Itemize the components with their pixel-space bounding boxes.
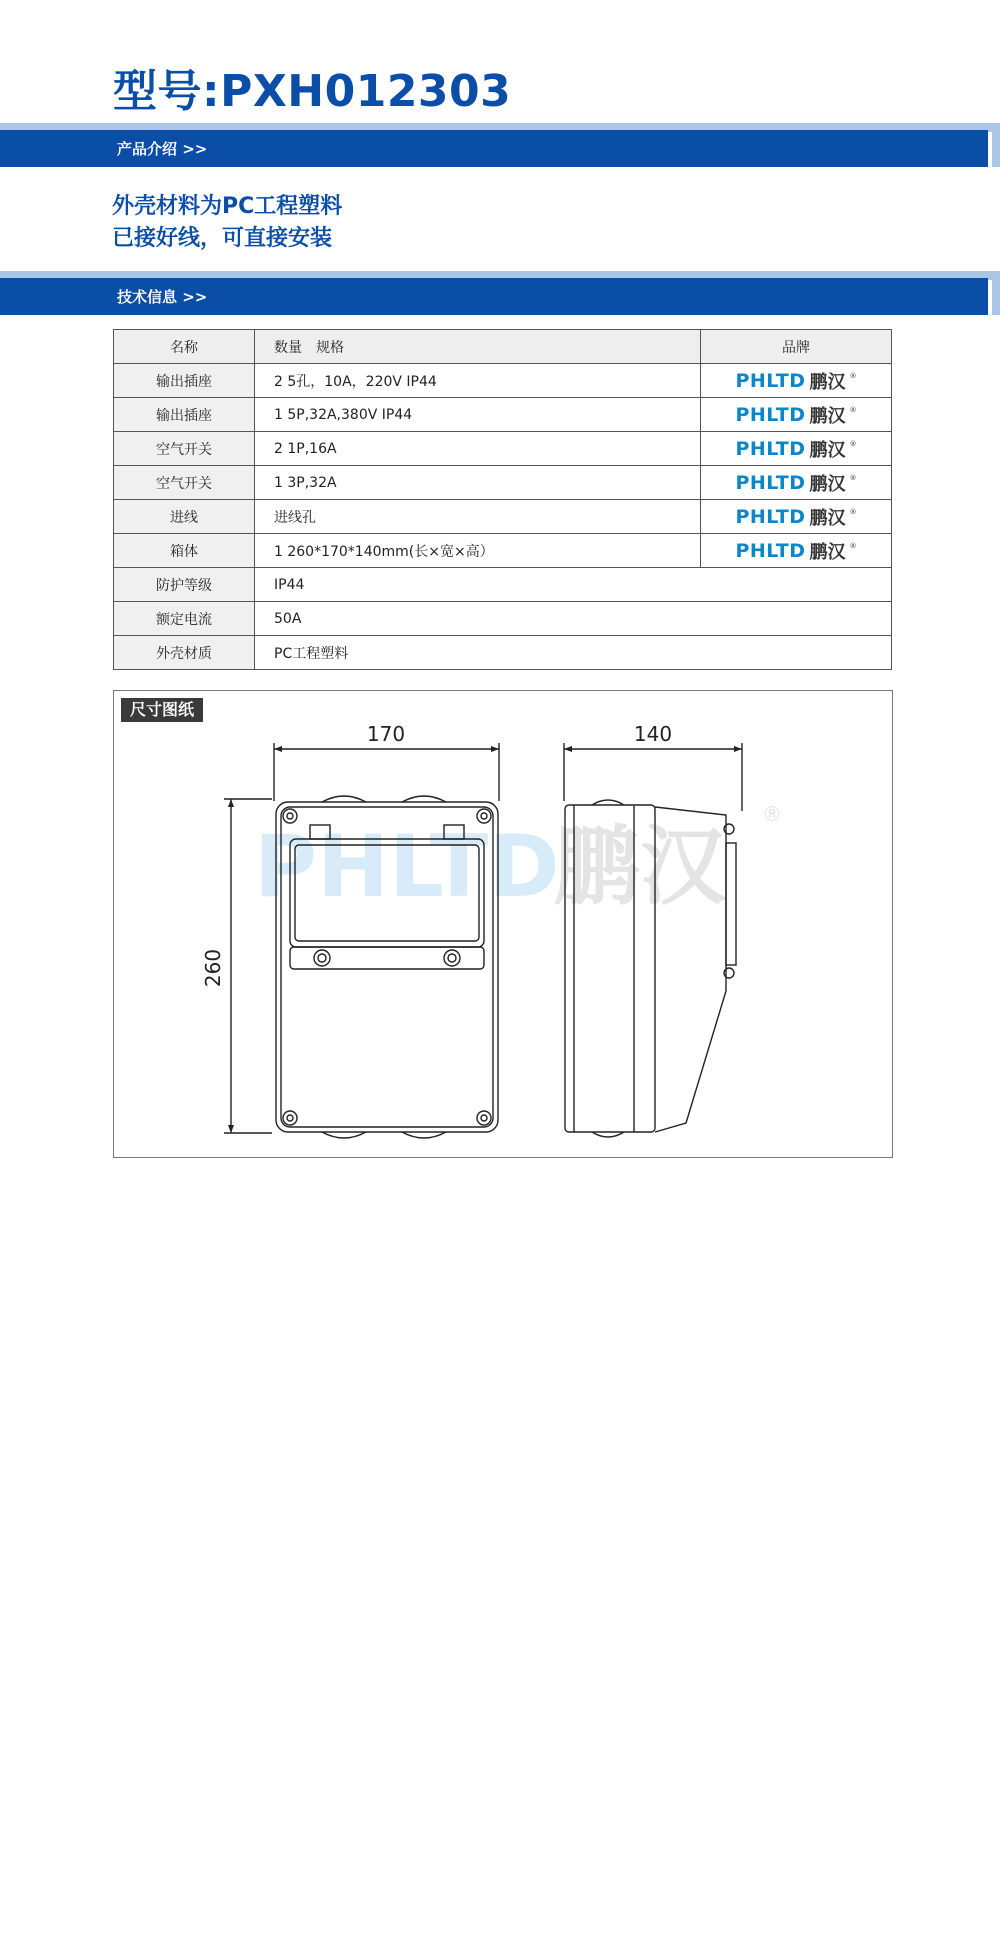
screw-icon bbox=[477, 1111, 491, 1125]
brand-logo-reg: ® bbox=[849, 405, 857, 414]
brand-logo-latin: PHLTD bbox=[735, 471, 806, 494]
brand-logo-latin: PHLTD bbox=[735, 403, 806, 426]
brand-logo-latin: PHLTD bbox=[735, 505, 806, 528]
drawing-tag: 尺寸图纸 bbox=[121, 698, 203, 722]
table-body bbox=[114, 364, 892, 670]
latch-knob-icon bbox=[314, 950, 330, 966]
arrow-icon bbox=[228, 1125, 234, 1133]
row-spec: 1 260*170*140mm(长×宽×高） bbox=[255, 534, 701, 568]
table-row bbox=[114, 500, 892, 534]
arrow-icon bbox=[274, 746, 282, 752]
brand-logo bbox=[735, 504, 856, 530]
table-row bbox=[114, 398, 892, 432]
row-name: 输出插座 bbox=[114, 364, 255, 398]
intro-line-1: 外壳材料为PC工程塑料 bbox=[112, 194, 343, 219]
brand-logo bbox=[735, 402, 856, 428]
row-brand bbox=[701, 432, 892, 466]
brand-logo-reg: ® bbox=[849, 473, 857, 482]
brand-logo bbox=[735, 538, 856, 564]
gland-top-1 bbox=[322, 796, 366, 802]
row-brand bbox=[701, 398, 892, 432]
row-name: 进线 bbox=[114, 500, 255, 534]
header-name: 名称 bbox=[114, 330, 255, 364]
brand-logo bbox=[735, 436, 856, 462]
row-brand bbox=[701, 534, 892, 568]
brand-logo-latin: PHLTD bbox=[735, 539, 806, 562]
arrow-icon bbox=[734, 746, 742, 752]
watermark-latin: PHLTD bbox=[254, 817, 560, 917]
latch-knob-icon bbox=[318, 954, 326, 962]
dim-label-width: 170 bbox=[366, 722, 406, 746]
dim-label-height: 260 bbox=[201, 948, 225, 988]
row-spec: 1 3P,32A bbox=[255, 466, 701, 500]
gland-bottom-2 bbox=[402, 1132, 446, 1138]
table-row bbox=[114, 534, 892, 568]
row-name: 箱体 bbox=[114, 534, 255, 568]
intro-line-2: 已接好线，可直接安装 bbox=[112, 226, 333, 251]
arrow-icon bbox=[564, 746, 572, 752]
row-brand bbox=[701, 364, 892, 398]
header-brand: 品牌 bbox=[701, 330, 892, 364]
brand-logo-cjk: 鹏汉 bbox=[809, 507, 846, 529]
brand-logo-cjk: 鹏汉 bbox=[809, 405, 846, 427]
dimension-drawing-svg bbox=[114, 691, 892, 1157]
page-title: 型号:PXH012303 bbox=[113, 66, 512, 117]
row-spec: 50A bbox=[255, 602, 892, 636]
row-name: 额定电流 bbox=[114, 602, 255, 636]
section-bar-shadow-right bbox=[992, 271, 1000, 315]
arrow-icon bbox=[228, 799, 234, 807]
brand-logo-latin: PHLTD bbox=[735, 369, 806, 392]
latch-knob-icon bbox=[448, 954, 456, 962]
spec-table bbox=[113, 329, 892, 670]
brand-logo-reg: ® bbox=[849, 439, 857, 448]
brand-logo-cjk: 鹏汉 bbox=[809, 371, 846, 393]
row-spec: 2 1P,16A bbox=[255, 432, 701, 466]
brand-logo-cjk: 鹏汉 bbox=[809, 473, 846, 495]
side-view-latch bbox=[726, 843, 736, 965]
arrow-icon bbox=[491, 746, 499, 752]
table-row bbox=[114, 466, 892, 500]
row-spec: 进线孔 bbox=[255, 500, 701, 534]
screw-icon bbox=[287, 1115, 293, 1121]
latch-knob-icon bbox=[444, 950, 460, 966]
table-row bbox=[114, 636, 892, 670]
row-name: 空气开关 bbox=[114, 466, 255, 500]
section-bar-intro bbox=[0, 130, 1000, 174]
gland-top-2 bbox=[402, 796, 446, 802]
brand-logo-latin: PHLTD bbox=[735, 437, 806, 460]
watermark-cjk: 鹏汉 bbox=[554, 817, 726, 917]
header-spec: 数量 规格 bbox=[255, 330, 701, 364]
row-name: 空气开关 bbox=[114, 432, 255, 466]
dimension-drawing bbox=[113, 690, 893, 1158]
screw-icon bbox=[283, 1111, 297, 1125]
row-spec: 2 5孔，10A，220V IP44 bbox=[255, 364, 701, 398]
row-spec: PC工程塑料 bbox=[255, 636, 892, 670]
row-name: 外壳材质 bbox=[114, 636, 255, 670]
side-gland-top bbox=[592, 800, 624, 805]
table-row bbox=[114, 568, 892, 602]
table-header-row bbox=[114, 330, 892, 364]
row-brand bbox=[701, 500, 892, 534]
row-spec: IP44 bbox=[255, 568, 892, 602]
brand-logo bbox=[735, 470, 856, 496]
section-bar-shadow-right bbox=[992, 123, 1000, 167]
side-gland-bottom bbox=[592, 1132, 624, 1137]
table-row bbox=[114, 432, 892, 466]
section-bar-tech bbox=[0, 278, 1000, 322]
dim-label-depth: 140 bbox=[633, 722, 673, 746]
intro-text bbox=[112, 191, 342, 255]
table-row bbox=[114, 602, 892, 636]
brand-logo-reg: ® bbox=[849, 507, 857, 516]
table-row bbox=[114, 364, 892, 398]
section-label-tech: 技术信息 >> bbox=[117, 288, 208, 306]
brand-logo-reg: ® bbox=[849, 541, 857, 550]
brand-logo bbox=[735, 368, 856, 394]
row-name: 输出插座 bbox=[114, 398, 255, 432]
brand-logo-cjk: 鹏汉 bbox=[809, 541, 846, 563]
gland-bottom-1 bbox=[322, 1132, 366, 1138]
screw-icon bbox=[481, 1115, 487, 1121]
brand-logo-cjk: 鹏汉 bbox=[809, 439, 846, 461]
row-brand bbox=[701, 466, 892, 500]
row-spec: 1 5P,32A,380V IP44 bbox=[255, 398, 701, 432]
brand-logo-reg: ® bbox=[849, 371, 857, 380]
watermark-reg: ® bbox=[762, 802, 782, 826]
row-name: 防护等级 bbox=[114, 568, 255, 602]
section-label-intro: 产品介绍 >> bbox=[117, 140, 208, 158]
